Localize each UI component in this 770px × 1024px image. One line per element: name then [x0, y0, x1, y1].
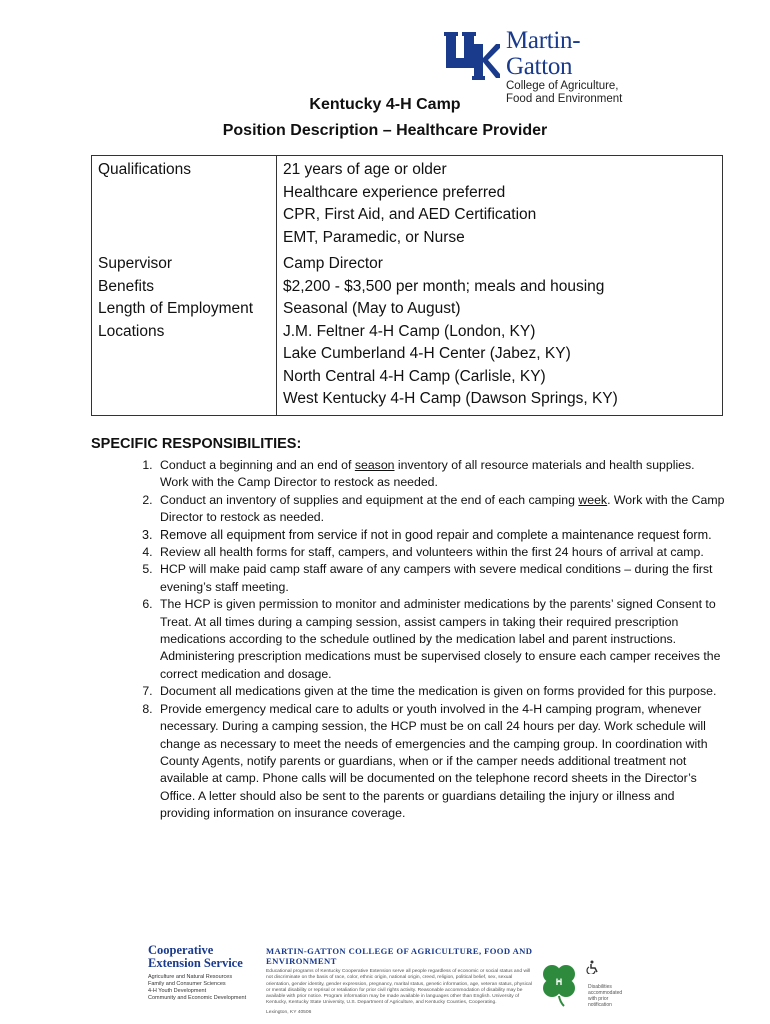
supervisor-value: Camp Director — [277, 253, 723, 276]
benefits-value: $2,200 - $3,500 per month; meals and housing — [277, 276, 723, 299]
underlined-word: week — [578, 492, 608, 507]
footer — [148, 943, 623, 1016]
ces-title-line1: Cooperative — [148, 943, 214, 957]
list-item: J.M. Feltner 4-H Camp (London, KY) — [283, 322, 536, 340]
ces-program-areas: Agriculture and Natural Resources Family and Consumer Sciences 4-H Youth Development Community and Economic Development — [148, 974, 247, 1001]
logo-title: Martin-Gatton — [506, 27, 581, 80]
page-title: Kentucky 4-H Camp — [309, 96, 461, 113]
footer-city: Lexington, KY 40506 — [266, 1009, 312, 1015]
length-value: Seasonal (May to August) — [277, 298, 723, 321]
list-item: 21 years of age or older — [283, 161, 447, 178]
item-text: inventory of all resource materials and health supplies. Work with the Camp Director to restock as needed. — [160, 458, 695, 490]
uk-logo-icon — [444, 30, 500, 80]
list-item — [156, 492, 726, 527]
accessibility-icon — [586, 960, 600, 974]
item-text: Conduct a beginning and an end of — [160, 458, 355, 472]
underlined-word: season — [354, 458, 395, 472]
list-item: 5. HCP will make paid camp staff aware of any campers with severe medical conditions – during the first evening’s staff meeting. — [156, 561, 726, 596]
page-subtitle: Position Description – Healthcare Provider — [222, 122, 548, 139]
position-details-table — [91, 155, 723, 416]
table-row — [92, 253, 723, 276]
list-item: CPR, First Aid, and AED Certification — [283, 206, 537, 223]
supervisor-label: Supervisor — [92, 253, 277, 276]
item-text: Conduct an inventory of supplies and equipment at the end of each camping — [160, 492, 579, 507]
list-item: EMT, Paramedic, or Nurse — [283, 228, 465, 246]
list-item: 7. Document all medications given at the time the medication is given on forms provided for this purpose. — [156, 683, 726, 700]
logo-subtitle-line1: College of Agriculture, — [506, 80, 619, 92]
benefits-label: Benefits — [92, 276, 277, 299]
college-footer-title: MARTIN-GATTON COLLEGE OF AGRICULTURE, FOOD AND ENVIRONMENT — [266, 946, 533, 966]
responsibilities-list — [110, 457, 726, 823]
ces-title-line2: Extension Service — [148, 956, 243, 970]
locations-values — [277, 321, 723, 416]
table-row — [92, 156, 723, 254]
table-row — [92, 321, 723, 416]
list-item: 6. The HCP is given permission to monitor and administer medications by the parents’ signed Consent to Treat. At all times during a camping session, assist campers in taking their required prescription medications according to the schedule outlined by the medication label and parent instructions. Administering prescription medications must be supervised closely to ensure each camper receives the correct medication and dosage. — [156, 596, 726, 683]
extension-service-logo — [148, 944, 258, 1002]
list-item: North Central 4-H Camp (Carlisle, KY) — [283, 367, 546, 385]
length-label: Length of Employment — [92, 298, 277, 321]
qualifications-values — [277, 156, 723, 254]
list-item: 4. Review all health forms for staff, campers, and volunteers within the first 24 hours of arrival at camp. — [156, 544, 726, 561]
locations-label: Locations — [92, 321, 277, 416]
college-logo — [444, 27, 644, 105]
list-item: Healthcare experience preferred — [283, 183, 506, 201]
list-item: Lake Cumberland 4-H Center (Jabez, KY) — [283, 345, 571, 362]
4h-clover-icon — [538, 960, 580, 1008]
list-item: West Kentucky 4-H Camp (Dawson Springs, KY) — [283, 390, 618, 407]
svg-text:H: H — [555, 977, 563, 987]
qualifications-label: Qualifications — [92, 156, 277, 254]
item-text: . Work with the Camp Director to restock as needed. — [160, 492, 725, 525]
responsibilities-heading: SPECIFIC RESPONSIBILITIES: — [91, 436, 302, 452]
college-footer-block — [266, 946, 536, 1016]
accommodation-note: Disabilities accommodated with prior notification — [588, 984, 623, 1008]
table-row — [92, 298, 723, 321]
table-row — [92, 276, 723, 299]
logo-subtitle-line2: Food and Environment — [506, 93, 623, 105]
list-item: 3. Remove all equipment from service if not in good repair and complete a maintenance request form. — [156, 527, 726, 544]
list-item — [156, 457, 726, 492]
nondiscrimination-statement: Educational programs of Kentucky Cooperative Extension serve all people regardless of economic or social status and will not discriminate on the basis of race, color, ethnic origin, national origin, creed, religion, political belief, sex, sexual orientation, gender identity, gender expression, pregnancy, marital status, genetic information, age, veteran status, physical or mental disability or reprisal or retaliation for prior civil rights activity. Reasonable accommodation of disability may be available with prior notice. Program information may be made available in languages other than English. University of Kentucky, Kentucky State University, U.S. Department of Agriculture, and Kentucky Counties, Cooperating. — [266, 969, 532, 1006]
list-item: 8. Provide emergency medical care to adults or youth involved in the 4-H camping program, whenever necessary. During a camping session, the HCP must be on call 24 hours per day. Work schedule will change as necessary to meet the needs of emergencies and the camping group. In coordination with County Agents, notify parents or guardians, when or if the camper needs additional treatment not available at camp. Phone calls will be documented on the telephone record sheets in the Director’s Office. A letter should also be sent to the parents or guardians detailing the injury or illness and providing information on insurance coverage. — [156, 701, 726, 823]
